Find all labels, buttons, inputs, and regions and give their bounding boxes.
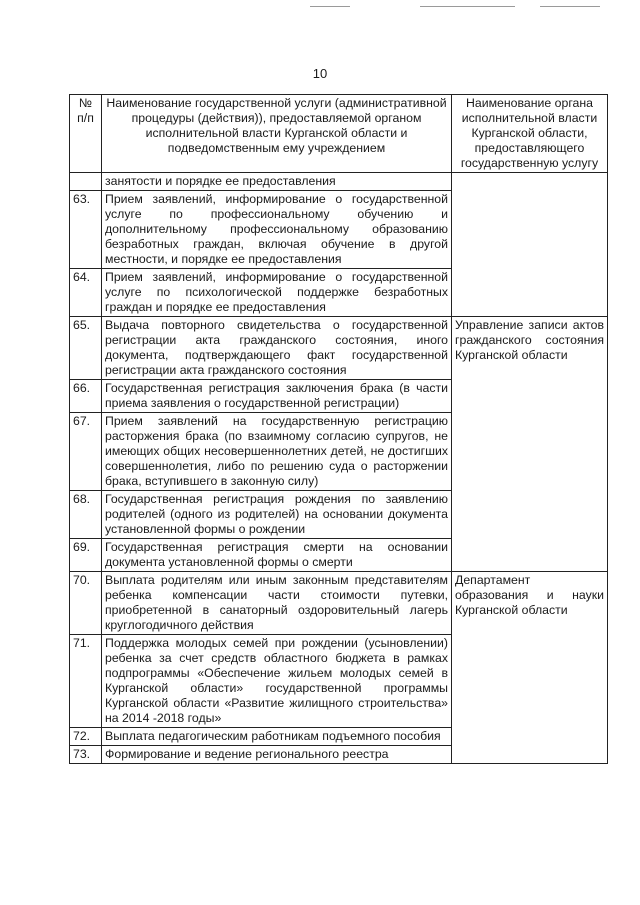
row-number: 73. xyxy=(70,746,102,764)
scan-mark xyxy=(310,6,350,7)
service-name: Выплата педагогическим работникам подъемного пособия xyxy=(102,728,452,746)
service-name: Государственная регистрация рождения по заявлению родителей (одного из родителей) на основании документа установленной формы о рождении xyxy=(102,491,452,539)
row-number: 66. xyxy=(70,380,102,413)
service-name: занятости и порядке ее предоставления xyxy=(102,173,452,191)
authority-cell xyxy=(452,173,608,317)
scan-mark xyxy=(420,6,515,7)
authority-education: Департамент образования и науки Курганской области xyxy=(452,572,608,764)
header-number: № п/п xyxy=(70,95,102,173)
row-number: 72. xyxy=(70,728,102,746)
row-number xyxy=(70,173,102,191)
row-number: 67. xyxy=(70,413,102,491)
service-name: Выплата родителям или иным законным представителям ребенка компенсации части стоимости путевки, приобретенной в санаторный оздоровительный лагерь круглогодичного действия xyxy=(102,572,452,635)
row-number: 69. xyxy=(70,539,102,572)
table-row xyxy=(70,572,608,635)
row-number: 63. xyxy=(70,191,102,269)
service-name: Поддержка молодых семей при рождении (усыновлении) ребенка за счет средств областного бюджета в рамках подпрограммы «Обеспечение жильем молодых семей в Курганской области» государственной программы Курганской области «Развитие жилищного строительства» на 2014 -2018 годы» xyxy=(102,635,452,728)
authority-registry: Управление записи актов гражданского состояния Курганской области xyxy=(452,317,608,572)
services-table xyxy=(69,94,608,764)
row-number: 68. xyxy=(70,491,102,539)
row-number: 70. xyxy=(70,572,102,635)
row-number: 65. xyxy=(70,317,102,380)
row-number: 71. xyxy=(70,635,102,728)
row-number: 64. xyxy=(70,269,102,317)
service-name: Формирование и ведение регионального реестра xyxy=(102,746,452,764)
table-row xyxy=(70,173,608,191)
service-name: Прием заявлений, информирование о государственной услуге по профессиональному обучению и дополнительному профессиональному образованию безработных граждан, включая обучение в другой местности, и порядке ее предоставления xyxy=(102,191,452,269)
header-authority: Наименование органа исполнительной власти Курганской области, предоставляющего государственную услугу xyxy=(452,95,608,173)
table-header-row xyxy=(70,95,608,173)
service-name: Государственная регистрация заключения брака (в части приема заявления о государственной регистрации) xyxy=(102,380,452,413)
service-name: Государственная регистрация смерти на основании документа установленной формы о смерти xyxy=(102,539,452,572)
service-name: Прием заявлений, информирование о государственной услуге по психологической поддержке безработных граждан и порядке ее предоставления xyxy=(102,269,452,317)
service-name: Прием заявлений на государственную регистрацию расторжения брака (по взаимному согласию супругов, не имеющих общих несовершеннолетних детей, не достигших совершеннолетия, либо по решению суда о расторжении брака, вступившего в законную силу) xyxy=(102,413,452,491)
scan-mark xyxy=(540,6,600,7)
page-number: 10 xyxy=(312,66,328,81)
service-name: Выдача повторного свидетельства о государственной регистрации акта гражданского состояния, иного документа, подтверждающего факт государственной регистрации акта гражданского состояния xyxy=(102,317,452,380)
header-service-name: Наименование государственной услуги (административной процедуры (действия)), предоставляемой органом исполнительной власти Курганской области и подведомственным ему учреждением xyxy=(102,95,452,173)
table-row xyxy=(70,317,608,380)
